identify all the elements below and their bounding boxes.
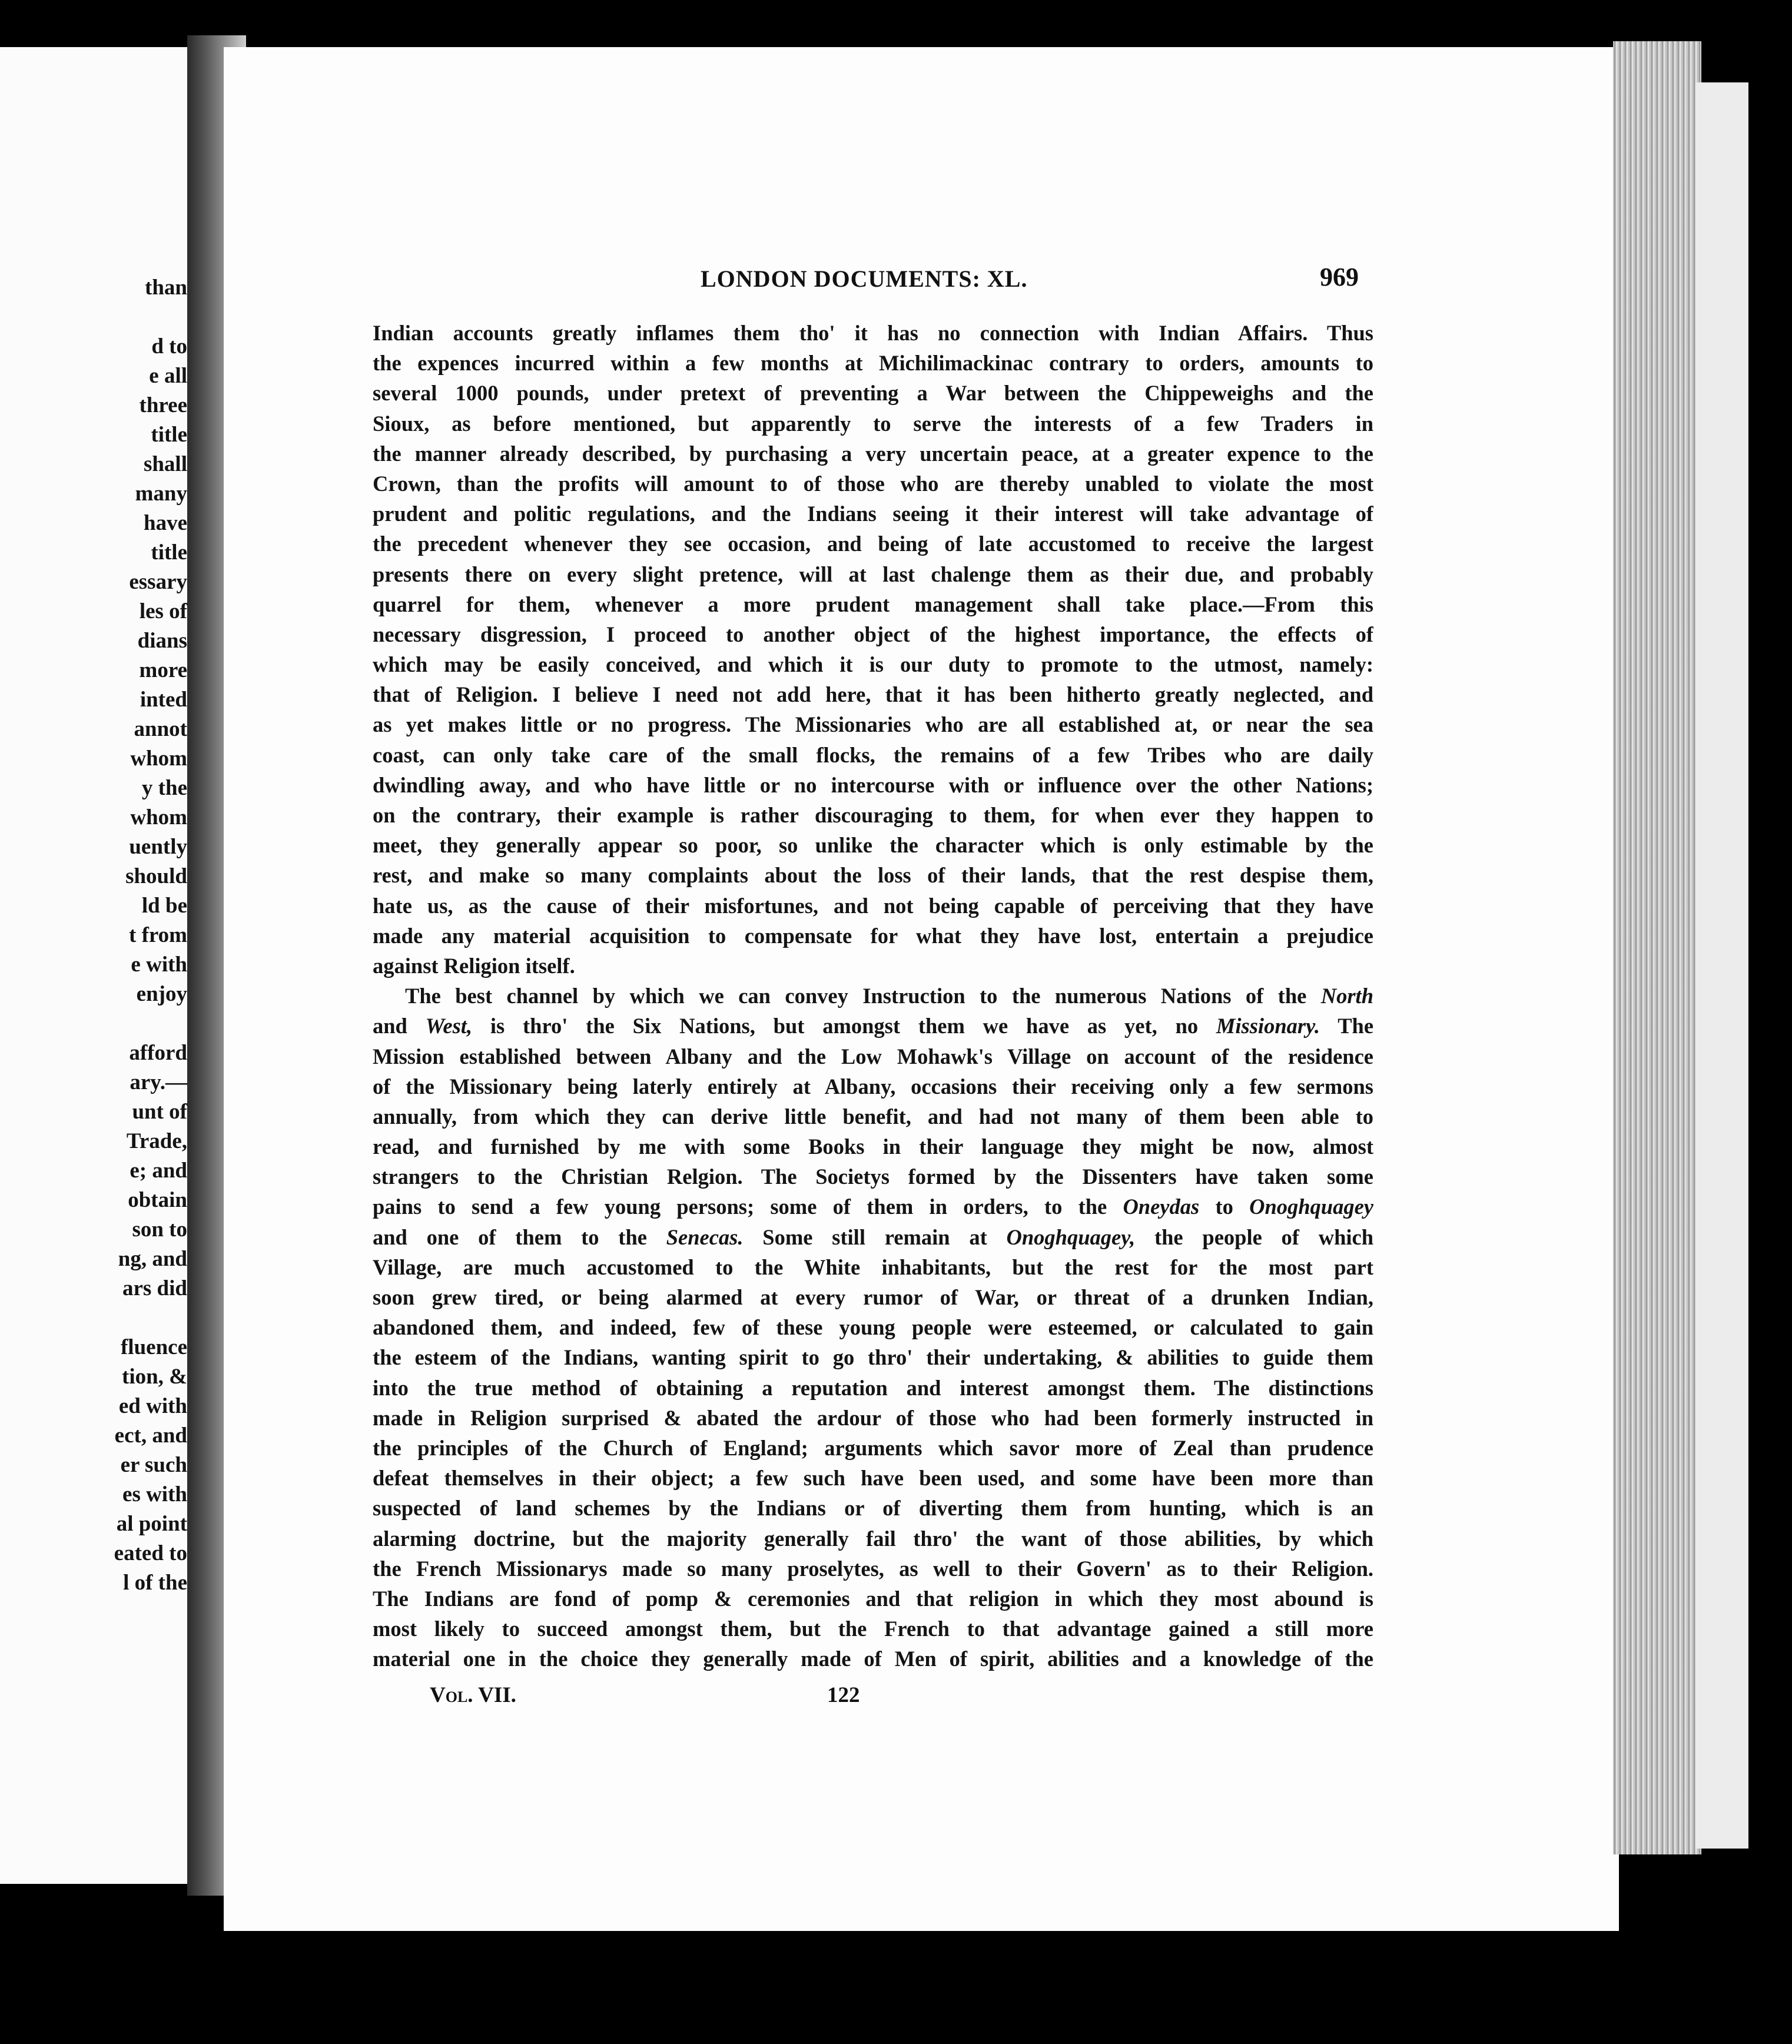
page-edges-outer (1695, 82, 1748, 1849)
left-page-fragment: al point (116, 1512, 187, 1536)
paragraph-1 (373, 318, 1373, 981)
text-line: the manner already described, by purchasing a very uncertain peace, at a greater expence to the (373, 441, 1373, 466)
left-page-fragment: er such (120, 1453, 187, 1477)
text-line: material one in the choice they generally made of Men of spirit, abilities and a knowledge of the (373, 1647, 1373, 1671)
text-line: defeat themselves in their object; a few such have been used, and some have been more than (373, 1466, 1373, 1491)
left-page-fragment: y the (141, 776, 187, 800)
text-line: The Indians are fond of pomp & ceremonies and that religion in which they most abound is (373, 1586, 1373, 1611)
left-page-fragment: three (139, 393, 187, 417)
left-page-fragment: annot (134, 717, 187, 741)
text-line: Mission established between Albany and the Low Mohawk's Village on account of the residence (373, 1044, 1373, 1069)
text-line: most likely to succeed amongst them, but the French to that advantage gained a still more (373, 1617, 1373, 1641)
left-page-fragment: les of (139, 599, 187, 623)
left-page-fragment: ary.— (130, 1070, 187, 1094)
text-line: into the true method of obtaining a reputation and interest amongst them. The distinctions (373, 1375, 1373, 1400)
left-page-fragment: than (145, 276, 187, 300)
text-line: annually, from which they can derive little benefit, and had not many of them been able to (373, 1104, 1373, 1129)
text-line: soon grew tired, or being alarmed at every rumor of War, or threat of a drunken Indian, (373, 1285, 1373, 1309)
text-line: Crown, than the profits will amount to of those who are thereby unabled to violate the most (373, 471, 1373, 496)
left-page-fragment: d to (151, 334, 187, 359)
text-line: the precedent whenever they see occasion, and being of late accustomed to receive the largest (373, 532, 1373, 556)
text-line: read, and furnished by me with some Books in their language they might be now, almost (373, 1134, 1373, 1159)
left-page-fragment: title (151, 423, 187, 447)
left-page-fragment: tion, & (122, 1365, 187, 1389)
text-line: which may be easily conceived, and which it is our duty to promote to the utmost, namely: (373, 652, 1373, 677)
left-page-fragment: many (135, 482, 187, 506)
text-line: suspected of land schemes by the Indians or of diverting them from hunting, which is an (373, 1496, 1373, 1521)
left-page-fragment: more (139, 658, 187, 682)
text-line: of the Missionary being laterly entirely at Albany, occasions their receiving only a few sermons (373, 1074, 1373, 1099)
text-line: rest, and make so many complaints about the loss of their lands, that the rest despise them, (373, 863, 1373, 888)
body-text (373, 318, 1373, 1674)
text-line: hate us, as the cause of their misfortunes, and not being capable of perceiving that they have (373, 893, 1373, 918)
left-page-fragment: e all (149, 364, 187, 388)
text-line: pains to send a few young persons; some of them in orders, to the Oneydas to Onoghquagey (373, 1194, 1373, 1219)
left-page-fragment: ars did (122, 1276, 187, 1300)
left-page-fragment: l of the (123, 1571, 187, 1595)
paragraph-2 (373, 981, 1373, 1674)
text-line: as yet makes little or no progress. The Missionaries who are all established at, or near the sea (373, 712, 1373, 737)
text-line: coast, can only take care of the small flocks, the remains of a few Tribes who are daily (373, 742, 1373, 767)
text-line: strangers to the Christian Relgion. The Societys formed by the Dissenters have taken some (373, 1164, 1373, 1189)
left-page-fragment: ect, and (114, 1424, 187, 1448)
left-page-fragment: ng, and (118, 1247, 187, 1271)
text-line: necessary disgression, I proceed to another object of the highest importance, the effects of (373, 622, 1373, 646)
text-line: made any material acquisition to compensate for what they have lost, entertain a prejudice (373, 923, 1373, 948)
footer-volume: Vol. VII. (430, 1683, 516, 1707)
left-page-fragment: fluence (120, 1335, 187, 1359)
text-line: Sioux, as before mentioned, but apparently to serve the interests of a few Traders in (373, 411, 1373, 436)
text-line: alarming doctrine, but the majority generally fail thro' the want of those abilities, by which (373, 1526, 1373, 1551)
left-page-fragment: t from (129, 923, 187, 947)
page-number: 969 (1320, 263, 1359, 291)
page-edges (1613, 41, 1701, 1854)
text-line: that of Religion. I believe I need not add here, that it has been hitherto greatly neglected, and (373, 682, 1373, 707)
text-line: meet, they generally appear so poor, so unlike the character which is only estimable by the (373, 833, 1373, 858)
text-line: Village, are much accustomed to the White inhabitants, but the rest for the most part (373, 1255, 1373, 1279)
text-line: and West, is thro' the Six Nations, but amongst them we have as yet, no Missionary. The (373, 1014, 1373, 1038)
left-page-fragment: title (151, 540, 187, 565)
text-line: the expences incurred within a few months at Michilimackinac contrary to orders, amounts to (373, 351, 1373, 376)
left-page-fragment: should (125, 864, 187, 888)
left-page-fragment: uently (129, 835, 187, 859)
left-page-fragment: e with (131, 953, 187, 977)
left-page-fragment: afford (129, 1041, 187, 1065)
left-page-fragment: Trade, (126, 1129, 187, 1153)
running-head: LONDON DOCUMENTS: XL. (701, 266, 1028, 292)
left-page-fragment: obtain (128, 1188, 187, 1212)
text-line: against Religion itself. (373, 953, 575, 978)
text-line: abandoned them, and indeed, few of these young people were esteemed, or calculated to gain (373, 1315, 1373, 1340)
left-facing-page (0, 47, 187, 1884)
left-page-fragment: es with (122, 1482, 187, 1507)
text-line: on the contrary, their example is rather discouraging to them, for when ever they happen to (373, 803, 1373, 827)
left-page-fragment: eated to (114, 1541, 187, 1565)
text-line: prudent and politic regulations, and the Indians seeing it their interest will take advantage of (373, 502, 1373, 526)
left-page-fragment: enjoy (136, 982, 187, 1006)
left-page-fragment: essary (129, 570, 187, 594)
left-page-fragment: ld be (141, 894, 187, 918)
text-line: several 1000 pounds, under pretext of preventing a War between the Chippeweighs and the (373, 381, 1373, 406)
text-line: Indian accounts greatly inflames them tho' it has no connection with Indian Affairs. Thus (373, 321, 1373, 345)
left-page-fragment: shall (143, 452, 187, 476)
left-page-fragment: inted (140, 688, 187, 712)
left-page-fragment: dians (137, 629, 187, 653)
text-line: The best channel by which we can convey Instruction to the numerous Nations of the North (405, 984, 1373, 1008)
text-line: the French Missionarys made so many proselytes, as well to their Govern' as to their Religion. (373, 1556, 1373, 1581)
footer-signature: 122 (827, 1683, 860, 1707)
text-line: the principles of the Church of England; arguments which savor more of Zeal than prudence (373, 1435, 1373, 1460)
text-line: the esteem of the Indians, wanting spirit to go thro' their undertaking, & abilities to guide them (373, 1345, 1373, 1370)
text-line: dwindling away, and who have little or no intercourse with or influence over the other Nations; (373, 772, 1373, 797)
text-line: and one of them to the Senecas. Some still remain at Onoghquagey, the people of which (373, 1225, 1373, 1249)
left-page-fragment: have (144, 511, 187, 535)
left-page-fragment: whom (130, 805, 187, 829)
left-page-fragment: ed with (118, 1394, 187, 1418)
left-page-fragment: son to (132, 1217, 187, 1242)
left-page-fragment: whom (130, 746, 187, 771)
text-line: quarrel for them, whenever a more prudent management shall take place.—From this (373, 592, 1373, 616)
left-page-fragment: e; and (130, 1159, 187, 1183)
text-line: presents there on every slight pretence, will at last chalenge them as their due, and probably (373, 562, 1373, 586)
left-page-fragment: unt of (132, 1100, 187, 1124)
text-line: made in Religion surprised & abated the ardour of those who had been formerly instructed in (373, 1405, 1373, 1430)
